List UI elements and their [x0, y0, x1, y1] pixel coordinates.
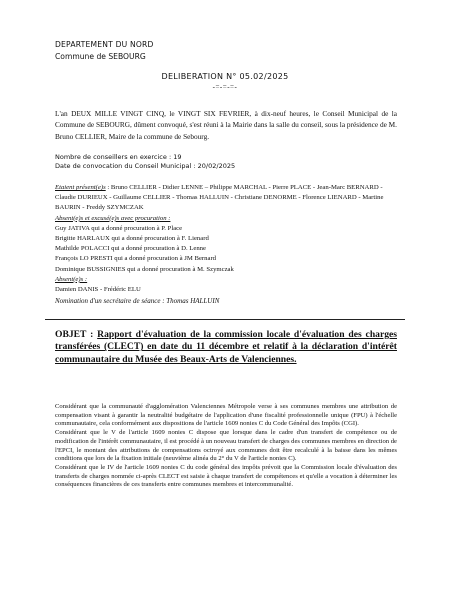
objet-label: OBJET : [55, 329, 98, 340]
convocation-date: Date de convocation du Conseil Municipal : 20/02/2025 [55, 162, 236, 170]
present-label: Etaient présent(e)s [55, 184, 106, 191]
section-divider [45, 319, 405, 320]
absent-label: Absent(e)s : [55, 275, 88, 283]
proxy-label: Absent(e)s et excusé(e)s avec procuration : [55, 214, 171, 222]
proxy-item: François LO PRESTI qui a donné procuration à JM Bernard [55, 255, 217, 263]
proxy-item: Brigitte HARLAUX qui a donné procuration à F. Lienard [55, 235, 209, 243]
objet-title: Rapport d'évaluation de la commission locale d'évaluation des charges transférées (CLECT) en date du 11 décembre et relatif à la déclaration d'intérêt communautaire du Musée des Beaux-Arts de Valenciennes. [55, 329, 397, 365]
commune-heading: Commune de SEBOURG [55, 52, 146, 61]
proxy-item: Mathilde POLACCI qui a donné procuration à D. Lenne [55, 245, 206, 253]
considerant-paragraph: Considérant que le IV de l'article 1609 nonies C du code général des impôts prévoit que la Commission locale d'évaluation des transferts de charges nommée ci-après CLECT est saisie à chaque transfert de compétences et qu'elle a vocation à déterminer les conséquences financières de ces transferts entre communes membres et intercommunalité. [55, 463, 397, 489]
absent-names: Damien DANIS - Frédéric ELU [55, 286, 141, 294]
objet-heading [55, 329, 397, 366]
attendance-block [55, 183, 400, 295]
present-names: : Bruno CELLIER - Didier LENNE – Philippe MARCHAL - Pierre PLACE - Jean-Marc BERNARD - Claudie DURIEUX - Guillaume CELLIER - Thomas HALLUIN - Christiane DENORME - Florence LIENARD - Martine BAURIN - Freddy SZYMCZAK [55, 184, 384, 212]
present-line [55, 183, 400, 214]
considerant-paragraph: Considérant que la communauté d'agglomération Valenciennes Métropole verse à ses communes membres une attribution de compensation visant à garantir la neutralité budgétaire de l'application d'une fiscalité professionnelle unique (FPU) à l'échelle communautaire, cela conformément aux dispositions de l'article 1609 nonies C du Code Général des Impôts (CGI). [55, 403, 397, 428]
proxy-item: Dominique BUSSIGNIES qui a donné procuration à M. Szymczak [55, 265, 234, 273]
intro-paragraph: L'an DEUX MILLE VINGT CINQ, le VINGT SIX FEVRIER, à dix-neuf heures, le Conseil Municipal de la Commune de SEBOURG, dûment convoqué, s'est réuni à la Mairie dans la salle du conseil, sous la présidence de M. Bruno CELLIER, Maire de la commune de Sebourg. [55, 109, 397, 141]
secretary-nomination: Nomination d'un secrétaire de séance : Thomas HALLUIN [55, 297, 220, 305]
deliberation-title: DELIBERATION N° 05.02/2025 [161, 72, 289, 81]
deliberation-separator: -=-=-=- [212, 83, 238, 91]
considerant-paragraph: Considérant que le V de l'article 1609 nonies C dispose que lorsque dans le cadre d'un transfert de compétence ou de modification de l'intérêt communautaire, il est procédé à un nouveau transfert de charges des communes membres en direction de l'EPCI, le montant des attributions de compensations octroyé aux communes doit être recalculé à la baisse dans les mêmes conditions que lors de la fixation initiale (neuvième alinéa du 2° du V de l'article nonies C). [55, 429, 397, 463]
department-heading: DEPARTEMENT DU NORD [55, 40, 154, 49]
considerant-block [55, 403, 397, 490]
proxy-item: Guy JATIVA qui a donné procuration à P. Place [55, 224, 183, 232]
meeting-counts [55, 153, 235, 171]
conseillers-count: Nombre de conseillers en exercice : 19 [55, 153, 182, 161]
